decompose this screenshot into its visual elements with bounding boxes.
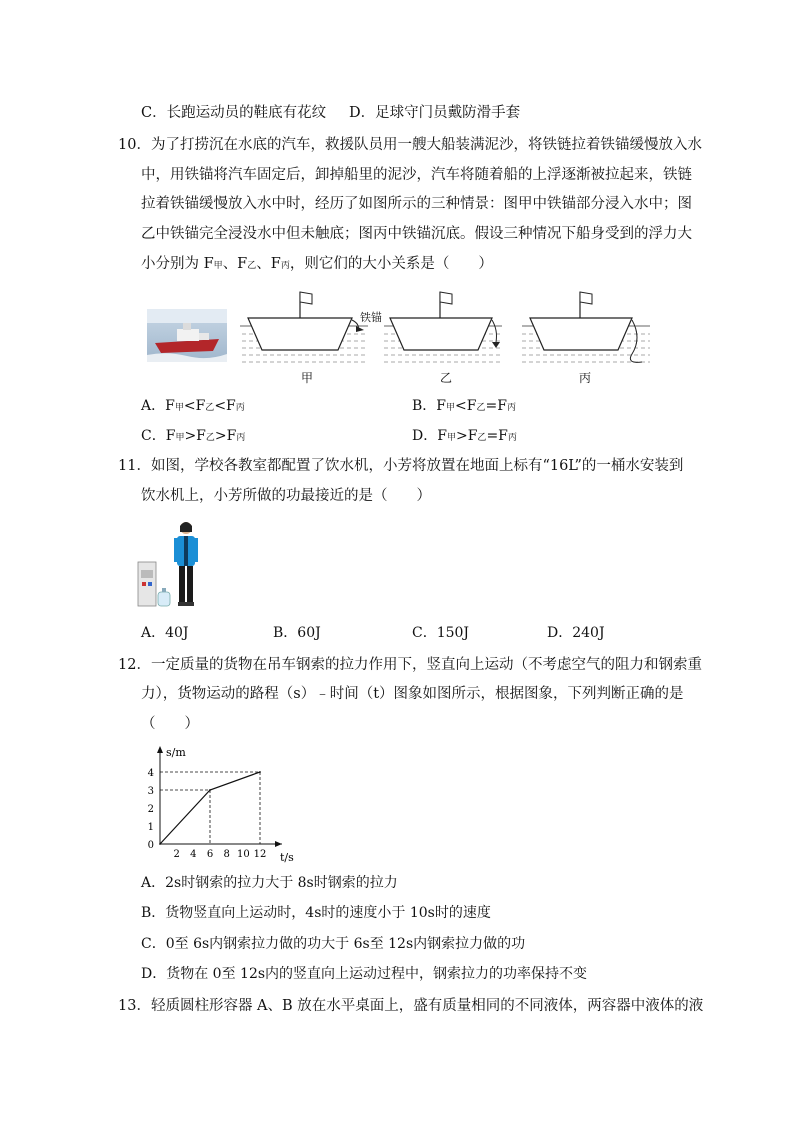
opt-sub: 丙 <box>235 403 245 413</box>
option-c-prev: C．长跑运动员的鞋底有花纹 <box>141 105 327 121</box>
q12-option-b: B．货物竖直向上运动时，4s时的速度小于 10s时的速度 <box>141 905 491 921</box>
q10-sub-3: 丙 <box>280 261 290 271</box>
caption-bing: 丙 <box>579 371 592 385</box>
y-tick-label: 0 <box>147 840 154 851</box>
y-tick-label: 4 <box>147 768 154 779</box>
q12-line-2: 力），货物运动的路程（s）﹣时间（t）图象如图所示，根据图象，下列判断正确的是 <box>141 686 684 702</box>
opt-sub: 甲 <box>446 433 456 443</box>
x-tick-label: 6 <box>206 849 214 860</box>
q10-line-3: 拉着铁锚缓慢放入水中时，经历了如图所示的三种情景：图甲中铁锚部分浸入水中；图 <box>141 196 692 212</box>
q10-line-1: 10．为了打捞沉在水底的汽车，救援队员用一艘大船装满泥沙，将铁链拉着铁锚缓慢放入水 <box>118 137 702 153</box>
q10-sub-1: 甲 <box>213 261 223 271</box>
q12-line-1: 12．一定质量的货物在吊车钢索的拉力作用下，竖直向上运动（不考虑空气的阻力和钢索重 <box>118 657 702 673</box>
y-tick-label: 2 <box>147 804 154 815</box>
opt-text: =F <box>485 398 507 414</box>
caption-jia: 甲 <box>301 371 314 385</box>
q11-line-1: 11．如图，学校各教室都配置了饮水机，小芳将放置在地面上标有“16L”的一桶水安装到 <box>118 458 684 474</box>
x-axis-arrow <box>275 841 282 847</box>
opt-text: C．F <box>141 428 176 444</box>
q10-text-c: 、F <box>256 256 281 272</box>
q10-option-d <box>412 426 517 448</box>
x-tick-label: 12 <box>253 849 267 860</box>
y-tick-label: 1 <box>147 822 154 833</box>
q12-option-a: A．2s时钢索的拉力大于 8s时钢索的拉力 <box>141 875 398 891</box>
q12-option-c: C．0至 6s内钢索拉力做的功大于 6s至 12s内钢索拉力做的功 <box>141 936 526 952</box>
opt-sub: 乙 <box>205 403 215 413</box>
opt-sub: 甲 <box>446 403 456 413</box>
q12-option-d: D．货物在 0至 12s内的竖直向上运动过程中，钢索拉力的功率保持不变 <box>141 966 588 982</box>
anchor-label: 铁锚 <box>360 311 382 324</box>
s-t-chart <box>138 740 308 865</box>
opt-text: D．F <box>412 428 447 444</box>
opt-sub: 丙 <box>507 433 517 443</box>
q12-line-3: （ ） <box>141 716 199 732</box>
dispenser-girl-figure <box>136 518 206 610</box>
q10-option-c <box>141 426 245 448</box>
ship-photo <box>147 309 227 362</box>
data-point <box>259 771 261 773</box>
q11-option-c: C．150J <box>412 625 470 641</box>
q11-option-b: B．60J <box>273 625 321 641</box>
opt-text: >F <box>455 428 478 444</box>
q10-text-d: ，则它们的大小关系是（ ） <box>289 256 493 272</box>
q10-line-4: 乙中铁锚完全浸没水中但未触底；图丙中铁锚沉底。假设三种情况下船身受到的浮力大 <box>141 226 692 242</box>
q11-option-a: A．40J <box>141 625 189 641</box>
q10-sub-2: 乙 <box>247 261 257 271</box>
opt-sub: 丙 <box>236 433 246 443</box>
q13-line-1: 13．轻质圆柱形容器 A、B 放在水平桌面上，盛有质量相同的不同液体，两容器中液体的液 <box>118 998 704 1014</box>
y-axis-label: s/m <box>166 746 186 759</box>
x-tick-label: 8 <box>223 849 230 860</box>
x-axis-label: t/s <box>280 851 294 864</box>
data-point <box>159 843 161 845</box>
x-tick-label: 10 <box>236 849 250 860</box>
caption-yi: 乙 <box>440 371 453 385</box>
x-tick-label: 2 <box>173 849 180 860</box>
x-tick-label: 4 <box>190 849 197 860</box>
opt-text: >F <box>184 428 206 444</box>
opt-sub: 甲 <box>174 403 184 413</box>
opt-text: B．F <box>412 398 447 414</box>
q11-option-d: D．240J <box>547 625 605 641</box>
q10-text-b: 、F <box>222 256 248 272</box>
y-axis-arrow <box>157 746 163 753</box>
data-point <box>209 789 211 791</box>
q10-text-a: 小分别为 F <box>141 256 214 272</box>
opt-sub: 丙 <box>506 403 516 413</box>
q10-line-5 <box>141 254 493 276</box>
y-tick-label: 3 <box>147 786 154 797</box>
opt-text: <F <box>455 398 477 414</box>
opt-text: =F <box>486 428 508 444</box>
opt-text: A．F <box>141 398 175 414</box>
opt-sub: 乙 <box>477 433 487 443</box>
opt-sub: 乙 <box>476 403 486 413</box>
opt-text: <F <box>214 398 236 414</box>
q10-line-2: 中，用铁锚将汽车固定后，卸掉船里的泥沙，汽车将随着船的上浮逐渐被拉起来，铁链 <box>141 167 692 183</box>
q10-option-b <box>412 396 516 418</box>
q10-option-a <box>141 396 245 418</box>
opt-text: >F <box>214 428 237 444</box>
opt-sub: 甲 <box>175 433 185 443</box>
opt-text: <F <box>183 398 206 414</box>
q11-line-2: 饮水机上，小芳所做的功最接近的是（ ） <box>141 488 431 504</box>
opt-sub: 乙 <box>205 433 215 443</box>
option-d-prev: D．足球守门员戴防滑手套 <box>349 105 521 121</box>
